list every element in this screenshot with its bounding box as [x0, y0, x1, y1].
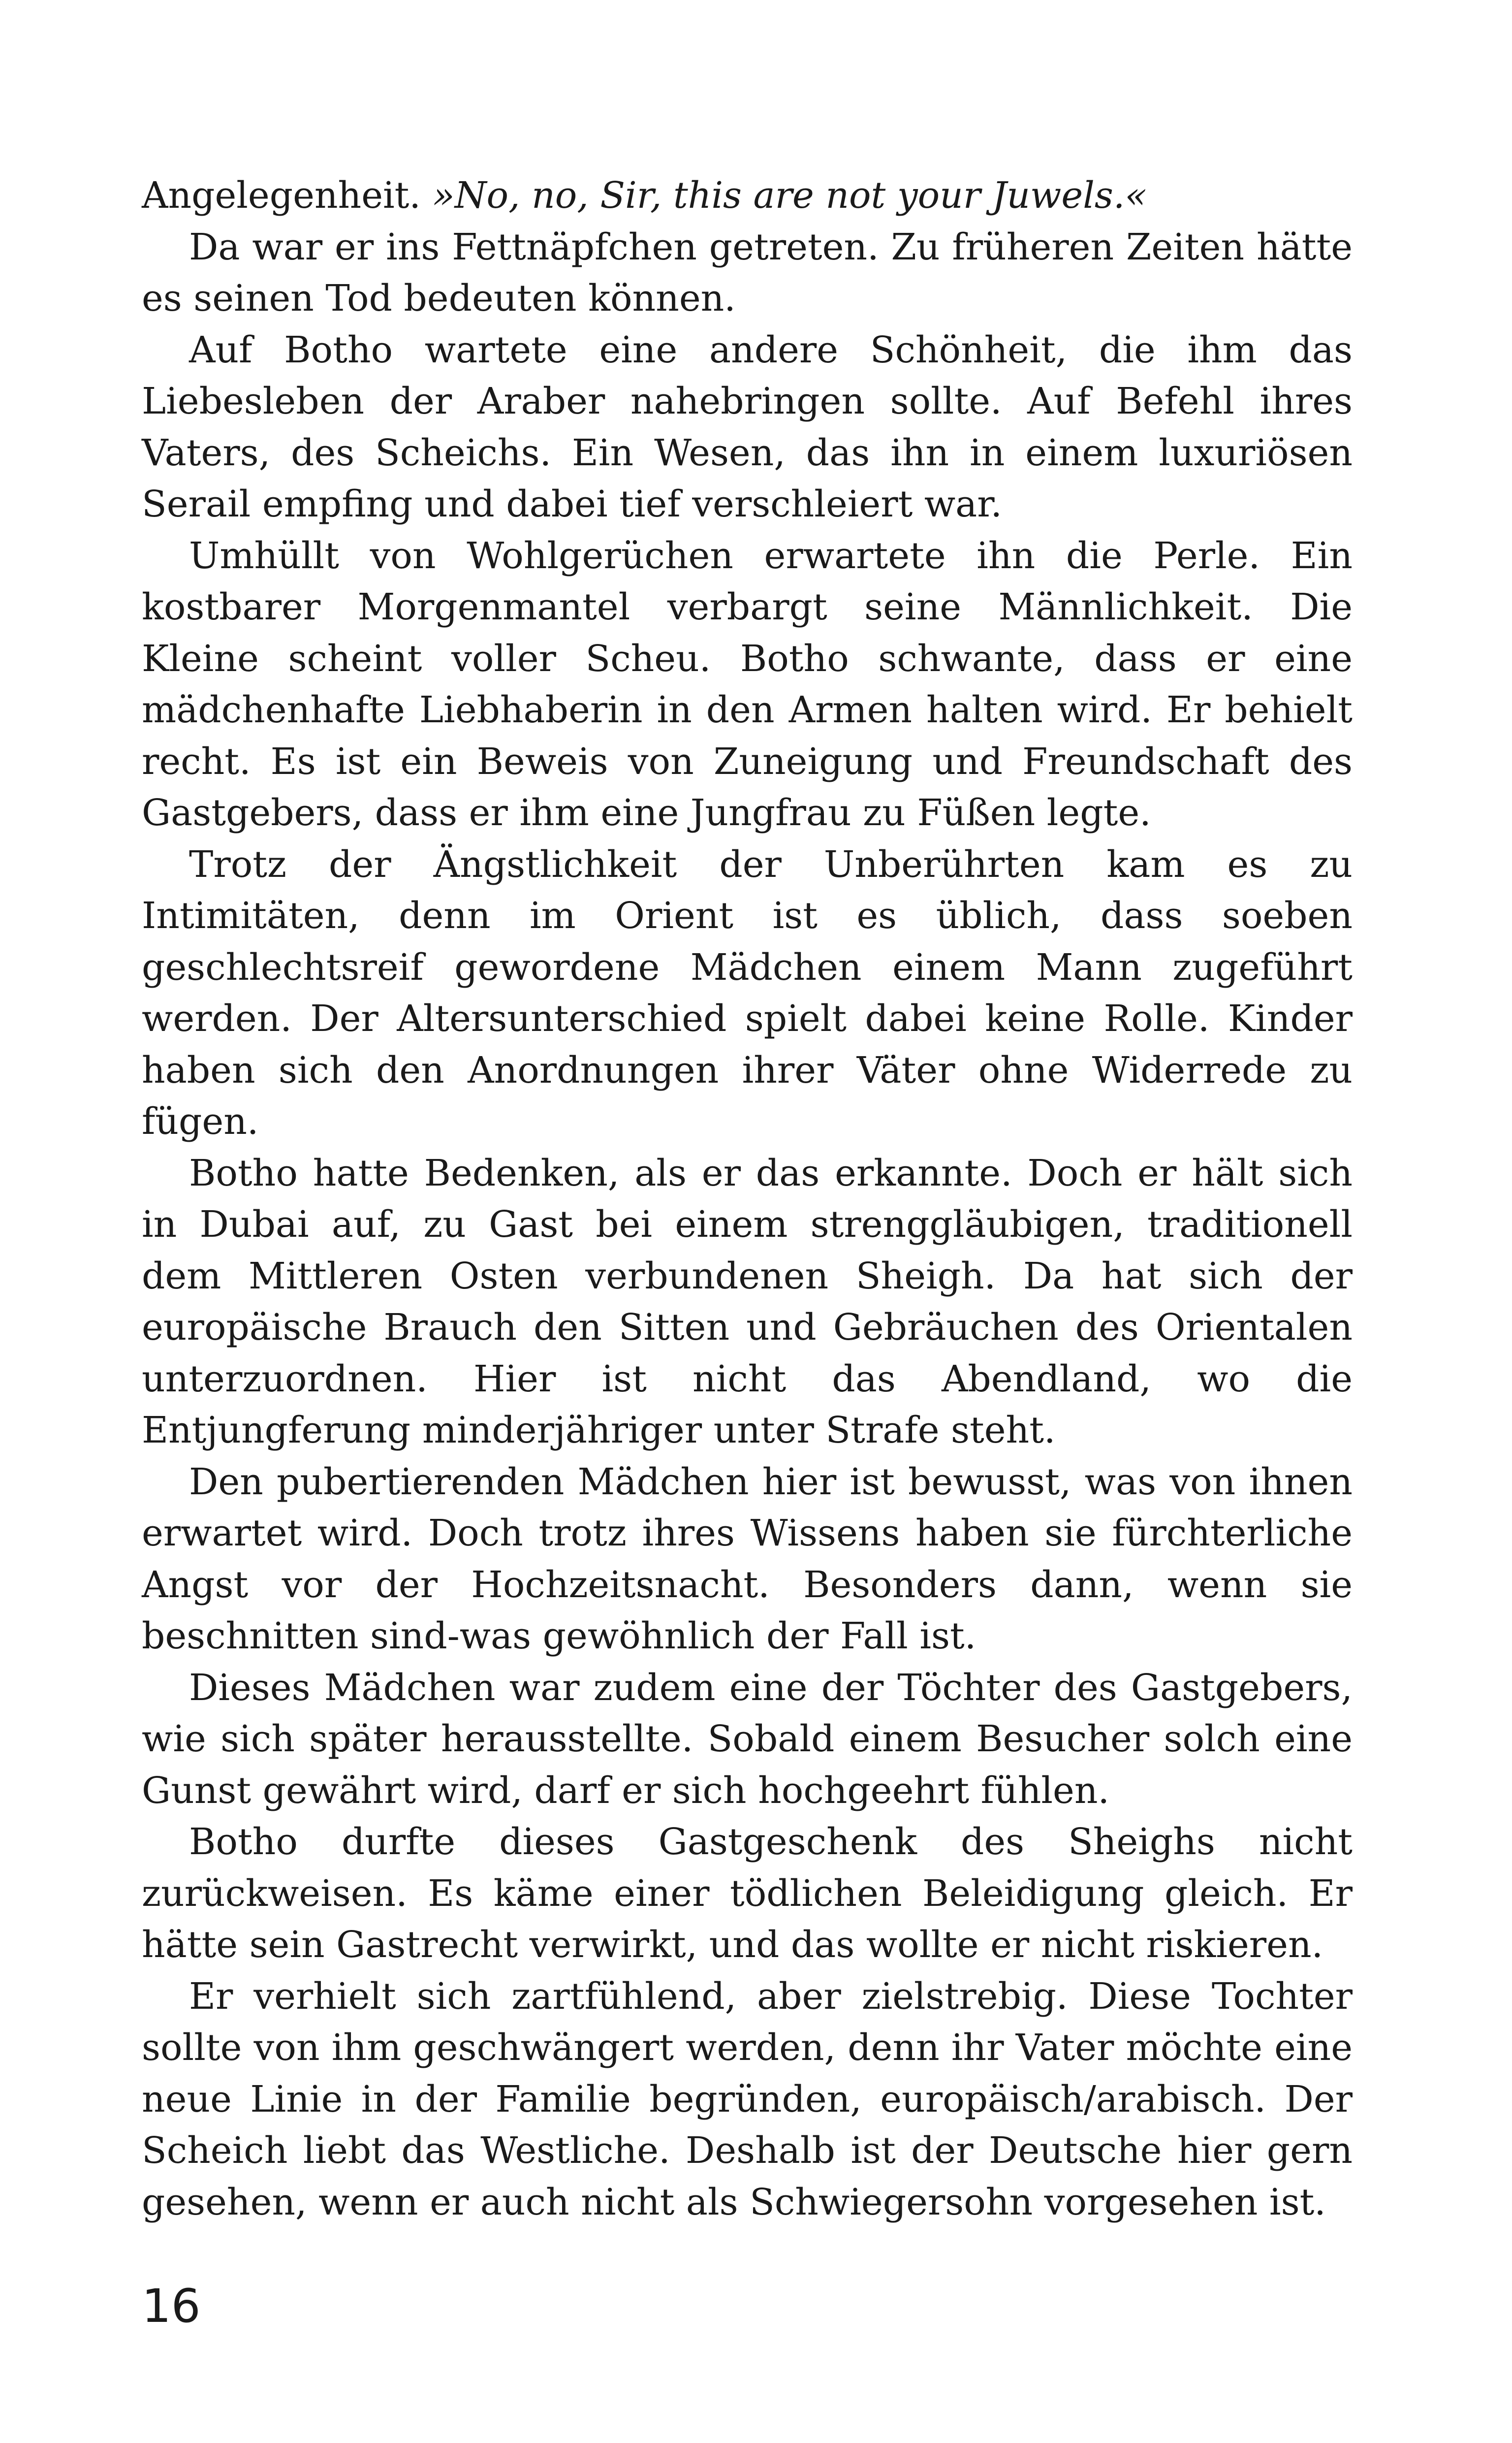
- paragraph-1: [142, 170, 1353, 222]
- paragraph-1-quote: »No, no, Sir, this are not your Juwels.«: [432, 174, 1147, 217]
- paragraph-3: Auf Botho wartete eine andere Schönheit, die ihm das Liebesleben der Araber nahebringen sollte. Auf Befehl ihres Vaters, des Scheichs. Ein Wesen, das ihn in einem luxuriösen Serail empfing und dabei tief verschleiert war.: [142, 328, 1353, 525]
- paragraph-1-lead: Angelegenheit.: [142, 174, 433, 217]
- paragraph-8: Dieses Mädchen war zudem eine der Töchter des Gastgebers, wie sich später herausstellte. Sobald einem Besucher solch eine Gunst gewährt wird, darf er sich hochgeehrt fühlen.: [142, 1666, 1353, 1812]
- paragraph-6: Botho hatte Bedenken, als er das erkannte. Doch er hält sich in Dubai auf, zu Gast bei einem strenggläubigen, traditionell dem Mittleren Osten verbundenen Sheigh. Da hat sich der europäische Brauch den Sitten und Gebräuchen des Orientalen unterzuordnen. Hier ist nicht das Abendland, wo die Entjungferung minderjähriger unter Strafe steht.: [142, 1152, 1353, 1451]
- paragraph-10: Er verhielt sich zartfühlend, aber zielstrebig. Diese Tochter sollte von ihm geschwängert werden, denn ihr Vater möchte eine neue Linie in der Familie begründen, europäisch/arabisch. Der Scheich liebt das Westliche. Deshalb ist der Deutsche hier gern gesehen, wenn er auch nicht als Schwiegersohn vorgesehen ist.: [142, 1975, 1353, 2223]
- paragraph-4: Umhüllt von Wohlgerüchen erwartete ihn die Perle. Ein kostbarer Morgenmantel verbargt seine Männlichkeit. Die Kleine scheint voller Scheu. Botho schwante, dass er eine mädchenhafte Liebhaberin in den Armen halten wird. Er behielt recht. Es ist ein Beweis von Zuneigung und Freundschaft des Gastgebers, dass er ihm eine Jungfrau zu Füßen legte.: [142, 534, 1353, 834]
- page-number: 16: [142, 2280, 201, 2333]
- paragraph-7: Den pubertierenden Mädchen hier ist bewusst, was von ihnen erwartet wird. Doch trotz ihres Wissens haben sie fürchterliche Angst vor der Hochzeitsnacht. Besonders dann, wenn sie beschnitten sind-was gewöhnlich der Fall ist.: [142, 1460, 1353, 1657]
- paragraph-9: Botho durfte dieses Gastgeschenk des Sheighs nicht zurückweisen. Es käme einer tödlichen Beleidigung gleich. Er hätte sein Gastrecht verwirkt, und das wollte er nicht riskieren.: [142, 1821, 1353, 1966]
- page-body: [142, 170, 1353, 2228]
- paragraph-5: Trotz der Ängstlichkeit der Unberührten kam es zu Intimitäten, denn im Orient ist es üblich, dass soeben geschlechtsreif gewordene Mädchen einem Mann zugeführt werden. Der Altersunterschied spielt dabei keine Rolle. Kinder haben sich den Anordnungen ihrer Väter ohne Widerrede zu fügen.: [142, 843, 1353, 1143]
- paragraph-2: Da war er ins Fettnäpfchen getreten. Zu früheren Zeiten hätte es seinen Tod bedeuten können.: [142, 225, 1353, 320]
